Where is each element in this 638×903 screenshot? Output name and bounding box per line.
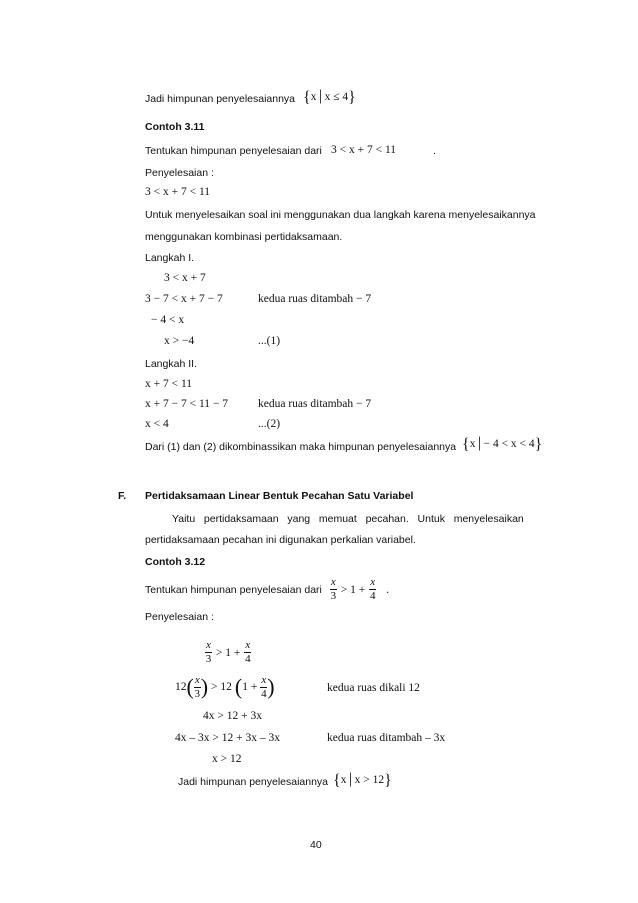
example-311-explain-1: Untuk menyelesaikan soal ini menggunakan dua langkah karena menyelesaikannya [145,209,536,221]
example-311-explain-2: menggunakan kombinasi pertidaksamaan. [145,231,343,243]
step-1-line: x > −4 [164,335,195,347]
section-paragraph-1: Yaitu pertidaksamaan yang memuat pecahan. Untuk menyelesaikan [172,513,524,525]
final-text: Jadi himpunan penyelesaiannya [178,776,329,788]
step-1-ref: ...(1) [258,335,281,347]
multiplier: 12 [175,681,187,693]
line-2-operator: > 12 [211,681,232,693]
example-312-question-text: Tentukan himpunan penyelesaian dari [145,583,322,596]
intro-text: Jadi himpunan penyelesaiannya [145,93,296,105]
solution-line-1 [205,640,251,665]
step-1-label: Langkah I. [145,252,195,264]
intro-set: {x│x ≤ 4} [303,89,356,106]
example-311-question: Tentukan himpunan penyelesaian dari [145,145,322,157]
step-2-line: x < 4 [145,418,169,430]
step-1-line: − 4 < x [151,314,185,326]
step-2-note: kedua ruas ditambah − 7 [258,398,372,410]
solution-line-2: 12 ( $\frac{x}{3}$ ) > 12 ( 1 + $\frac{x}{4}$ ) [175,673,275,700]
step-2-line: x + 7 − 7 < 11 − 7 [145,398,229,410]
example-311-solution-label: Penyelesaian : [145,167,214,179]
solution-line-5: x > 12 [212,753,242,765]
step-2-label: Langkah II. [145,358,197,370]
example-312-question [145,577,389,602]
section-letter: F. [118,490,127,502]
one-plus: 1 + [242,681,258,693]
solution-line-3: 4x > 12 + 3x [203,710,262,722]
example-311-expr: 3 < x + 7 < 11 [145,186,211,198]
question-end: . [386,583,390,596]
example-311-question-end: . [433,145,436,157]
example-312-solution-label: Penyelesaian : [145,611,214,623]
step-2-ref: ...(2) [258,418,281,430]
solution-line-4: 4x – 3x > 12 + 3x – 3x [175,732,280,744]
question-operator: > 1 + [340,583,366,596]
step-1-line: 3 − 7 < x + 7 − 7 [145,293,223,305]
line-1-operator: > 1 + [215,646,241,659]
section-title: Pertidaksamaan Linear Bentuk Pecahan Satu Variabel [145,490,414,502]
note-kali: kedua ruas dikali 12 [327,682,420,694]
example-311-title: Contoh 3.11 [145,121,205,133]
step-2-line: x + 7 < 11 [145,378,193,390]
conclusion-text: Dari (1) dan (2) dikombinassikan maka himpunan penyelesaiannya [145,441,457,453]
note-tambah: kedua ruas ditambah – 3x [327,732,446,744]
conclusion-set: {x│− 4 < x < 4} [462,436,543,453]
step-1-line: 3 < x + 7 [164,272,206,284]
fraction-x-over-4: $\frac{x}{4}$ [261,673,267,700]
example-312-title: Contoh 3.12 [145,556,206,568]
example-311-question-expr: 3 < x + 7 < 11 [331,144,397,156]
fraction-x-over-3: $\frac{x}{3}$ [205,639,212,665]
page-number: 40 [310,839,322,851]
section-paragraph-2: pertidaksamaan pecahan ini digunakan perkalian variabel. [145,534,416,546]
final-set: {x│x > 12} [333,772,392,789]
fraction-x-over-3: $\frac{x}{3}$ [330,576,337,602]
fraction-x-over-4: $\frac{x}{4}$ [369,576,376,602]
fraction-x-over-3: $\frac{x}{3}$ [194,673,201,700]
fraction-x-over-4: $\frac{x}{4}$ [245,639,251,665]
step-1-note: kedua ruas ditambah − 7 [258,293,372,305]
